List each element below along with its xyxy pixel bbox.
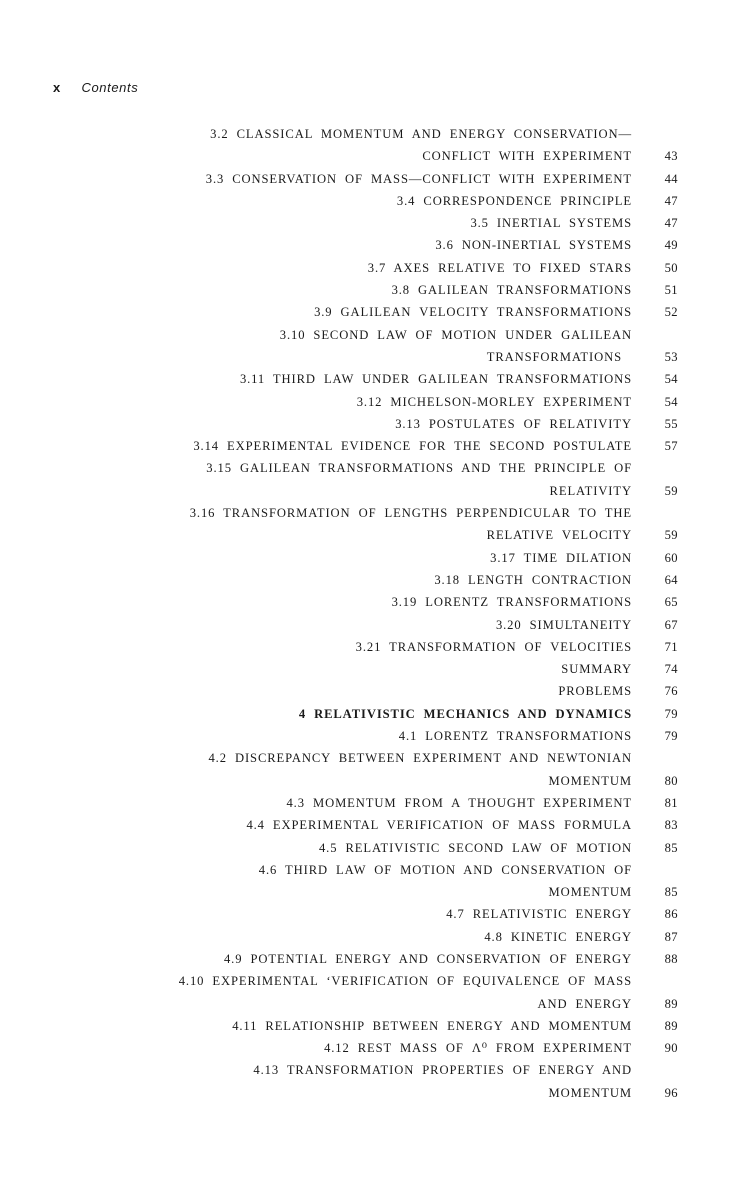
toc-entry-page: 79 (664, 729, 678, 744)
toc-entry-page: 64 (664, 572, 678, 587)
toc-entry-title: PROBLEMS (558, 684, 632, 699)
toc-entry (0, 569, 744, 591)
toc-entry (0, 279, 744, 301)
toc-entry-title: 4.9 POTENTIAL ENERGY AND CONSERVATION OF ENERGY (223, 951, 632, 966)
toc-entry (0, 1082, 744, 1104)
toc-entry-page: 76 (664, 684, 678, 699)
page-number: x (53, 80, 61, 95)
toc-entry-title: 4.12 REST MASS OF Λ⁰ FROM EXPERIMENT (324, 1041, 632, 1056)
toc-entry-page: 79 (664, 706, 678, 721)
toc-entry-title: MOMENTUM (548, 773, 632, 788)
toc-entry-title: RELATIVITY (549, 483, 632, 498)
toc-entry (0, 993, 744, 1015)
toc-entry-page: 54 (664, 394, 678, 409)
toc-entry-page: 47 (664, 216, 678, 231)
toc-entry-page: 86 (664, 907, 678, 922)
toc-entry-page: 52 (664, 305, 678, 320)
toc-entry-title: 3.4 CORRESPONDENCE PRINCIPLE (396, 193, 632, 208)
toc-entry (0, 324, 744, 346)
toc-entry (0, 970, 744, 992)
toc-entry (0, 301, 744, 323)
toc-entry (0, 725, 744, 747)
toc-entry-title: 4 RELATIVISTIC MECHANICS AND DYNAMICS (298, 706, 632, 721)
toc-entry-title: 3.21 TRANSFORMATION OF VELOCITIES (355, 639, 632, 654)
toc-entry-title: 4.4 EXPERIMENTAL VERIFICATION OF MASS FORMULA (246, 818, 632, 833)
toc-entry-title: 3.3 CONSERVATION OF MASS—CONFLICT WITH EXPERIMENT (205, 171, 632, 186)
toc-entry-title: 3.16 TRANSFORMATION OF LENGTHS PERPENDICULAR TO THE (189, 506, 632, 521)
toc-entry-title: 4.1 LORENTZ TRANSFORMATIONS (398, 729, 632, 744)
toc-entry (0, 1015, 744, 1037)
toc-entry (0, 145, 744, 167)
toc-entry-title: 4.8 KINETIC ENERGY (484, 929, 632, 944)
toc-entry-title: 3.6 NON-INERTIAL SYSTEMS (435, 238, 632, 253)
toc-entry (0, 680, 744, 702)
toc-entry-title: 4.2 DISCREPANCY BETWEEN EXPERIMENT AND NEWTONIAN (208, 751, 632, 766)
toc-entry-title: 3.9 GALILEAN VELOCITY TRANSFORMATIONS (314, 305, 632, 320)
toc-entry-title: RELATIVE VELOCITY (486, 528, 632, 543)
toc-entry-title: 3.12 MICHELSON-MORLEY EXPERIMENT (356, 394, 632, 409)
toc-entry-title: AND ENERGY (537, 996, 632, 1011)
toc-entry-title: 3.15 GALILEAN TRANSFORMATIONS AND THE PRINCIPLE OF (206, 461, 632, 476)
toc-entry-title: MOMENTUM (548, 885, 632, 900)
toc-entry-title: 3.10 SECOND LAW OF MOTION UNDER GALILEAN (279, 327, 632, 342)
toc-entry (0, 792, 744, 814)
toc-entry-title: 4.7 RELATIVISTIC ENERGY (446, 907, 632, 922)
toc-entry (0, 547, 744, 569)
toc-entry-page: 89 (664, 996, 678, 1011)
toc-entry (0, 480, 744, 502)
toc-entry (0, 747, 744, 769)
toc-entry-page: 80 (664, 773, 678, 788)
toc-entry-title: 3.14 EXPERIMENTAL EVIDENCE FOR THE SECOND POSTULATE (193, 439, 632, 454)
toc-entry-title: 3.11 THIRD LAW UNDER GALILEAN TRANSFORMATIONS (239, 372, 632, 387)
toc-entry (0, 1037, 744, 1059)
toc-entry-title: 3.7 AXES RELATIVE TO FIXED STARS (367, 260, 632, 275)
toc-entry-title: 4.5 RELATIVISTIC SECOND LAW OF MOTION (318, 840, 632, 855)
toc-entry (0, 881, 744, 903)
toc-entry (0, 614, 744, 636)
toc-entry-title: 4.3 MOMENTUM FROM A THOUGHT EXPERIMENT (286, 795, 632, 810)
running-header (53, 80, 138, 96)
toc-entry-page: 88 (664, 951, 678, 966)
toc-entry (0, 948, 744, 970)
table-of-contents (0, 123, 744, 1104)
toc-entry-title: 3.13 POSTULATES OF RELATIVITY (395, 416, 632, 431)
toc-entry (0, 903, 744, 925)
toc-entry-title: 4.6 THIRD LAW OF MOTION AND CONSERVATION OF (258, 862, 632, 877)
toc-entry-title: 4.11 RELATIONSHIP BETWEEN ENERGY AND MOMENTUM (232, 1018, 632, 1033)
toc-entry (0, 190, 744, 212)
toc-entry-page: 96 (664, 1085, 678, 1100)
toc-entry (0, 703, 744, 725)
toc-entry (0, 591, 744, 613)
toc-entry-page: 49 (664, 238, 678, 253)
toc-entry-page: 74 (664, 662, 678, 677)
toc-entry (0, 524, 744, 546)
toc-entry-title: 3.2 CLASSICAL MOMENTUM AND ENERGY CONSERVATION— (210, 127, 632, 141)
toc-entry (0, 658, 744, 680)
toc-entry-page: 67 (664, 617, 678, 632)
toc-entry (0, 502, 744, 524)
toc-entry (0, 837, 744, 859)
toc-entry-title: SUMMARY (561, 662, 632, 677)
toc-entry-page: 83 (664, 818, 678, 833)
toc-entry-title: 3.8 GALILEAN TRANSFORMATIONS (391, 283, 632, 298)
toc-entry-page: 65 (664, 595, 678, 610)
toc-entry-page: 59 (664, 528, 678, 543)
toc-entry (0, 814, 744, 836)
toc-entry-title: 3.20 SIMULTANEITY (495, 617, 632, 632)
toc-entry-title: 3.17 TIME DILATION (490, 550, 632, 565)
toc-entry-title: CONFLICT WITH EXPERIMENT (422, 149, 632, 164)
toc-entry (0, 368, 744, 390)
toc-entry (0, 346, 744, 368)
toc-entry-page: 55 (664, 416, 678, 431)
toc-entry-title: 3.5 INERTIAL SYSTEMS (470, 216, 632, 231)
toc-entry-page: 53 (664, 349, 678, 364)
toc-entry-page: 71 (664, 639, 678, 654)
toc-entry-title: 3.18 LENGTH CONTRACTION (434, 572, 632, 587)
toc-entry-title: 3.19 LORENTZ TRANSFORMATIONS (391, 595, 632, 610)
toc-entry-page: 54 (664, 372, 678, 387)
toc-entry (0, 391, 744, 413)
toc-entry (0, 123, 744, 145)
toc-entry (0, 168, 744, 190)
toc-entry (0, 926, 744, 948)
toc-entry (0, 1059, 744, 1081)
toc-entry-page: 60 (664, 550, 678, 565)
toc-entry (0, 636, 744, 658)
toc-entry-title: 4.13 TRANSFORMATION PROPERTIES OF ENERGY AND (253, 1063, 632, 1078)
toc-entry (0, 234, 744, 256)
toc-entry-page: 43 (664, 149, 678, 164)
toc-entry-title: TRANSFORMATIONS (486, 349, 622, 364)
toc-entry-page: 90 (664, 1041, 678, 1056)
toc-entry-page: 59 (664, 483, 678, 498)
toc-entry-page: 81 (664, 795, 678, 810)
toc-entry (0, 770, 744, 792)
toc-entry (0, 212, 744, 234)
toc-entry-title: 4.10 EXPERIMENTAL ‘VERIFICATION OF EQUIVALENCE OF MASS (178, 974, 632, 989)
toc-entry (0, 435, 744, 457)
toc-entry-page: 50 (664, 260, 678, 275)
toc-entry-page: 87 (664, 929, 678, 944)
toc-entry (0, 859, 744, 881)
toc-entry-page: 89 (664, 1018, 678, 1033)
toc-entry (0, 413, 744, 435)
toc-entry-page: 85 (664, 840, 678, 855)
toc-entry (0, 457, 744, 479)
running-title: Contents (81, 80, 139, 95)
toc-entry-page: 85 (664, 885, 678, 900)
toc-entry-page: 51 (664, 283, 678, 298)
toc-entry-page: 57 (664, 439, 678, 454)
toc-entry-page: 44 (664, 171, 678, 186)
toc-entry (0, 257, 744, 279)
toc-entry-title: MOMENTUM (548, 1085, 632, 1100)
toc-entry-page: 47 (664, 193, 678, 208)
